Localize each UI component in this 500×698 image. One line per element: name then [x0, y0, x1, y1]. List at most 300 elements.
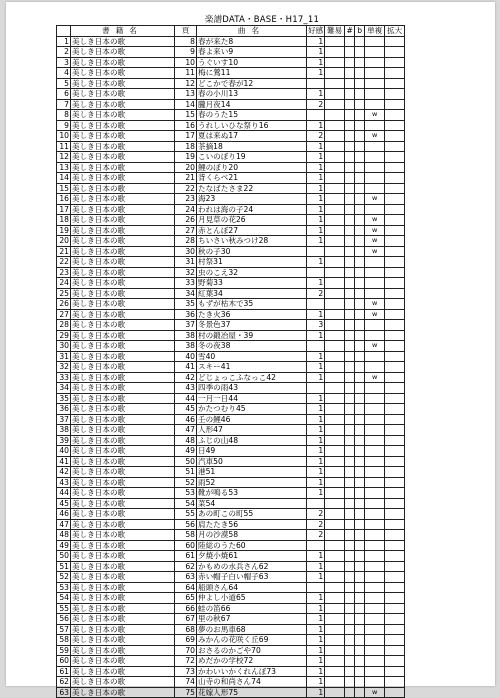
row-number: 30	[57, 341, 71, 352]
book-cell: 美しき日本の歌	[71, 425, 175, 436]
rating-a-cell: 1	[307, 173, 325, 184]
row-number: 12	[57, 152, 71, 163]
single-multi-cell	[365, 120, 385, 131]
rating-a-cell: 1	[307, 666, 325, 677]
row-number: 23	[57, 267, 71, 278]
table-row	[57, 68, 405, 79]
rating-b-cell	[325, 278, 345, 289]
flat-cell	[355, 498, 365, 509]
book-cell: 美しき日本の歌	[71, 603, 175, 614]
single-multi-cell: w	[365, 131, 385, 142]
rating-a-cell: 2	[307, 509, 325, 520]
row-number: 31	[57, 351, 71, 362]
row-number: 16	[57, 194, 71, 205]
rating-b-cell	[325, 624, 345, 635]
table-row	[57, 351, 405, 362]
flat-cell	[355, 120, 365, 131]
single-multi-cell	[365, 477, 385, 488]
song-cell: 夕焼小焼61	[197, 551, 307, 562]
flat-cell	[355, 194, 365, 205]
rating-a-cell: 1	[307, 477, 325, 488]
song-cell: ちいさい秋みつけ28	[197, 236, 307, 247]
song-cell: どこかで春が12	[197, 78, 307, 89]
rating-a-cell: 1	[307, 257, 325, 268]
single-multi-cell	[365, 635, 385, 646]
table-row	[57, 435, 405, 446]
song-cell: あの町この町55	[197, 509, 307, 520]
page-cell: 47	[175, 425, 197, 436]
book-cell: 美しき日本の歌	[71, 194, 175, 205]
song-cell: 村の鍛冶屋・39	[197, 330, 307, 341]
scanned-page	[6, 2, 495, 697]
flat-cell	[355, 540, 365, 551]
flat-cell	[355, 393, 365, 404]
rating-b-cell	[325, 666, 345, 677]
row-number: 49	[57, 540, 71, 551]
row-number: 40	[57, 446, 71, 457]
row-number: 20	[57, 236, 71, 247]
table-row	[57, 603, 405, 614]
flat-cell	[355, 414, 365, 425]
book-cell: 美しき日本の歌	[71, 99, 175, 110]
single-multi-cell	[365, 530, 385, 541]
rating-b-cell	[325, 173, 345, 184]
single-multi-cell	[365, 551, 385, 562]
flat-cell	[355, 99, 365, 110]
song-cell: 冬の夜38	[197, 341, 307, 352]
rating-b-cell	[325, 320, 345, 331]
page-cell: 50	[175, 456, 197, 467]
row-number: 63	[57, 687, 71, 698]
table-row	[57, 561, 405, 572]
table-row	[57, 677, 405, 688]
rating-a-cell: 1	[307, 593, 325, 604]
sharp-cell	[345, 351, 355, 362]
enlarge-cell	[385, 446, 405, 457]
table-row	[57, 246, 405, 257]
enlarge-cell	[385, 498, 405, 509]
book-cell: 美しき日本の歌	[71, 141, 175, 152]
table-row	[57, 666, 405, 677]
song-cell: めだかの学校72	[197, 656, 307, 667]
book-cell: 美しき日本の歌	[71, 582, 175, 593]
book-cell: 美しき日本の歌	[71, 540, 175, 551]
flat-cell	[355, 509, 365, 520]
rating-b-cell	[325, 267, 345, 278]
page-cell: 38	[175, 341, 197, 352]
book-cell: 美しき日本の歌	[71, 320, 175, 331]
single-multi-cell	[365, 593, 385, 604]
enlarge-cell	[385, 488, 405, 499]
book-cell: 美しき日本の歌	[71, 78, 175, 89]
flat-cell	[355, 383, 365, 394]
page-cell: 65	[175, 593, 197, 604]
page-cell: 24	[175, 204, 197, 215]
rating-b-cell	[325, 351, 345, 362]
flat-cell	[355, 299, 365, 310]
flat-cell	[355, 341, 365, 352]
book-cell: 美しき日本の歌	[71, 351, 175, 362]
page-cell: 27	[175, 225, 197, 236]
table-row	[57, 593, 405, 604]
book-cell: 美しき日本の歌	[71, 278, 175, 289]
rating-a-cell: 1	[307, 488, 325, 499]
single-multi-cell: w	[365, 341, 385, 352]
enlarge-cell	[385, 215, 405, 226]
sharp-cell	[345, 110, 355, 121]
single-multi-cell	[365, 162, 385, 173]
rating-a-cell: 2	[307, 530, 325, 541]
rating-b-cell	[325, 656, 345, 667]
rating-a-cell: 1	[307, 677, 325, 688]
flat-cell	[355, 204, 365, 215]
single-multi-cell	[365, 36, 385, 47]
flat-cell	[355, 225, 365, 236]
book-cell: 美しき日本の歌	[71, 666, 175, 677]
song-cell: 里の秋67	[197, 614, 307, 625]
single-multi-cell	[365, 624, 385, 635]
single-multi-cell	[365, 540, 385, 551]
rating-a-cell: 1	[307, 152, 325, 163]
song-cell: 陸総のうた60	[197, 540, 307, 551]
rating-a-cell: 1	[307, 414, 325, 425]
single-multi-cell	[365, 141, 385, 152]
flat-cell	[355, 362, 365, 373]
table-row	[57, 362, 405, 373]
flat-cell	[355, 89, 365, 100]
table-row	[57, 78, 405, 89]
flat-cell	[355, 215, 365, 226]
single-multi-cell	[365, 320, 385, 331]
rating-a-cell	[307, 299, 325, 310]
single-multi-cell	[365, 614, 385, 625]
page-cell: 62	[175, 561, 197, 572]
row-number: 34	[57, 383, 71, 394]
table-row	[57, 572, 405, 583]
enlarge-cell	[385, 257, 405, 268]
table-row	[57, 372, 405, 383]
page-cell: 58	[175, 530, 197, 541]
song-cell: 四季の雨43	[197, 383, 307, 394]
sharp-cell	[345, 152, 355, 163]
book-cell: 美しき日本の歌	[71, 47, 175, 58]
table-row	[57, 477, 405, 488]
rating-a-cell: 1	[307, 614, 325, 625]
row-number: 18	[57, 215, 71, 226]
rating-a-cell: 1	[307, 204, 325, 215]
row-number: 44	[57, 488, 71, 499]
flat-cell	[355, 372, 365, 383]
enlarge-cell	[385, 372, 405, 383]
row-number: 9	[57, 120, 71, 131]
table-row	[57, 456, 405, 467]
flat-cell	[355, 36, 365, 47]
rating-b-cell	[325, 215, 345, 226]
row-number: 61	[57, 666, 71, 677]
rating-a-cell	[307, 383, 325, 394]
table-row	[57, 278, 405, 289]
sharp-cell	[345, 288, 355, 299]
single-multi-cell: w	[365, 309, 385, 320]
song-cell: 雪40	[197, 351, 307, 362]
page-cell: 35	[175, 299, 197, 310]
row-number: 54	[57, 593, 71, 604]
sharp-cell	[345, 78, 355, 89]
row-number: 35	[57, 393, 71, 404]
flat-cell	[355, 320, 365, 331]
sharp-cell	[345, 47, 355, 58]
single-multi-cell	[365, 393, 385, 404]
rating-b-cell	[325, 257, 345, 268]
rating-b-cell	[325, 425, 345, 436]
row-number: 42	[57, 467, 71, 478]
flat-cell	[355, 435, 365, 446]
flat-cell	[355, 236, 365, 247]
row-number: 8	[57, 110, 71, 121]
flat-cell	[355, 309, 365, 320]
song-cell: 春の小川13	[197, 89, 307, 100]
rating-a-cell: 1	[307, 141, 325, 152]
page-cell: 49	[175, 446, 197, 457]
flat-cell	[355, 488, 365, 499]
rating-b-cell	[325, 593, 345, 604]
rating-b-cell	[325, 677, 345, 688]
song-cell: 船頭さん64	[197, 582, 307, 593]
rating-a-cell: 1	[307, 467, 325, 478]
table-row	[57, 47, 405, 58]
song-cell: 鯉のぼり20	[197, 162, 307, 173]
flat-cell	[355, 561, 365, 572]
single-multi-cell	[365, 78, 385, 89]
sharp-cell	[345, 362, 355, 373]
enlarge-cell	[385, 57, 405, 68]
song-cell: 朧月夜14	[197, 99, 307, 110]
song-cell: かわいいかくれんぼ73	[197, 666, 307, 677]
header-b: 難易	[325, 26, 345, 37]
single-multi-cell	[365, 656, 385, 667]
table-row	[57, 341, 405, 352]
rating-b-cell	[325, 68, 345, 79]
sharp-cell	[345, 162, 355, 173]
song-cell: 山寺の和尚さん74	[197, 677, 307, 688]
table-row	[57, 204, 405, 215]
sharp-cell	[345, 677, 355, 688]
table-row	[57, 299, 405, 310]
row-number: 3	[57, 57, 71, 68]
page-cell: 55	[175, 509, 197, 520]
rating-b-cell	[325, 467, 345, 478]
single-multi-cell	[365, 561, 385, 572]
header-f: 拡大	[385, 26, 405, 37]
single-multi-cell	[365, 278, 385, 289]
flat-cell	[355, 267, 365, 278]
enlarge-cell	[385, 393, 405, 404]
rating-a-cell: 1	[307, 645, 325, 656]
header-d: b	[355, 26, 365, 37]
rating-b-cell	[325, 603, 345, 614]
table-row	[57, 509, 405, 520]
table-row	[57, 110, 405, 121]
book-cell: 美しき日本の歌	[71, 530, 175, 541]
sharp-cell	[345, 299, 355, 310]
rating-a-cell: 1	[307, 603, 325, 614]
rating-b-cell	[325, 341, 345, 352]
rating-b-cell	[325, 435, 345, 446]
row-number: 37	[57, 414, 71, 425]
song-cell: うぐいす10	[197, 57, 307, 68]
flat-cell	[355, 351, 365, 362]
sharp-cell	[345, 320, 355, 331]
table-row	[57, 624, 405, 635]
rating-a-cell: 1	[307, 47, 325, 58]
page-cell: 30	[175, 246, 197, 257]
rating-a-cell: 1	[307, 572, 325, 583]
page-cell: 10	[175, 57, 197, 68]
book-cell: 美しき日本の歌	[71, 36, 175, 47]
book-cell: 美しき日本の歌	[71, 645, 175, 656]
sharp-cell	[345, 99, 355, 110]
enlarge-cell	[385, 141, 405, 152]
rating-a-cell: 1	[307, 225, 325, 236]
rating-a-cell	[307, 246, 325, 257]
rating-a-cell: 2	[307, 288, 325, 299]
row-number: 11	[57, 141, 71, 152]
page-cell: 67	[175, 614, 197, 625]
rating-a-cell	[307, 78, 325, 89]
song-cell: 日49	[197, 446, 307, 457]
table-row	[57, 635, 405, 646]
rating-b-cell	[325, 288, 345, 299]
enlarge-cell	[385, 425, 405, 436]
single-multi-cell: w	[365, 372, 385, 383]
enlarge-cell	[385, 509, 405, 520]
book-cell: 美しき日本の歌	[71, 687, 175, 698]
enlarge-cell	[385, 204, 405, 215]
book-cell: 美しき日本の歌	[71, 624, 175, 635]
enlarge-cell	[385, 162, 405, 173]
enlarge-cell	[385, 456, 405, 467]
page-cell: 26	[175, 215, 197, 226]
single-multi-cell	[365, 677, 385, 688]
song-cell: 夏は来ぬ17	[197, 131, 307, 142]
enlarge-cell	[385, 540, 405, 551]
book-cell: 美しき日本の歌	[71, 519, 175, 530]
rating-a-cell: 1	[307, 393, 325, 404]
rating-b-cell	[325, 372, 345, 383]
sharp-cell	[345, 278, 355, 289]
page-cell: 11	[175, 68, 197, 79]
single-multi-cell	[365, 467, 385, 478]
enlarge-cell	[385, 593, 405, 604]
song-cell: 仲よし小道65	[197, 593, 307, 604]
rating-a-cell: 1	[307, 456, 325, 467]
page-cell: 42	[175, 372, 197, 383]
flat-cell	[355, 425, 365, 436]
sharp-cell	[345, 89, 355, 100]
rating-b-cell	[325, 509, 345, 520]
flat-cell	[355, 582, 365, 593]
enlarge-cell	[385, 477, 405, 488]
page-cell: 56	[175, 519, 197, 530]
enlarge-cell	[385, 603, 405, 614]
rating-a-cell: 1	[307, 330, 325, 341]
sharp-cell	[345, 519, 355, 530]
flat-cell	[355, 446, 365, 457]
single-multi-cell	[365, 47, 385, 58]
header-song: 曲名	[197, 26, 307, 37]
table-row	[57, 57, 405, 68]
rating-a-cell: 1	[307, 351, 325, 362]
single-multi-cell	[365, 414, 385, 425]
row-number: 10	[57, 131, 71, 142]
enlarge-cell	[385, 152, 405, 163]
enlarge-cell	[385, 330, 405, 341]
enlarge-cell	[385, 467, 405, 478]
sharp-cell	[345, 141, 355, 152]
rating-a-cell: 1	[307, 551, 325, 562]
song-cell: 春のうた15	[197, 110, 307, 121]
sharp-cell	[345, 236, 355, 247]
rating-b-cell	[325, 236, 345, 247]
sharp-cell	[345, 666, 355, 677]
table-row	[57, 194, 405, 205]
enlarge-cell	[385, 635, 405, 646]
enlarge-cell	[385, 68, 405, 79]
song-cell: 菜54	[197, 498, 307, 509]
page-cell: 19	[175, 152, 197, 163]
single-multi-cell	[365, 351, 385, 362]
book-cell: 美しき日本の歌	[71, 404, 175, 415]
table-row	[57, 393, 405, 404]
single-multi-cell	[365, 152, 385, 163]
sharp-cell	[345, 330, 355, 341]
sharp-cell	[345, 645, 355, 656]
table-row	[57, 446, 405, 457]
table-row	[57, 99, 405, 110]
book-cell: 美しき日本の歌	[71, 593, 175, 604]
row-number: 48	[57, 530, 71, 541]
rating-b-cell	[325, 162, 345, 173]
sharp-cell	[345, 215, 355, 226]
page-cell: 31	[175, 257, 197, 268]
rating-b-cell	[325, 194, 345, 205]
table-body	[57, 36, 405, 698]
flat-cell	[355, 677, 365, 688]
row-number: 47	[57, 519, 71, 530]
rating-a-cell: 1	[307, 162, 325, 173]
song-cell: 靴が鳴る53	[197, 488, 307, 499]
table-row	[57, 414, 405, 425]
song-cell: おさるのかごや70	[197, 645, 307, 656]
enlarge-cell	[385, 78, 405, 89]
page-cell: 64	[175, 582, 197, 593]
table-row	[57, 152, 405, 163]
row-number: 21	[57, 246, 71, 257]
page-cell: 66	[175, 603, 197, 614]
book-cell: 美しき日本の歌	[71, 330, 175, 341]
song-cell: 赤とんぼ27	[197, 225, 307, 236]
enlarge-cell	[385, 267, 405, 278]
song-cell: 一月一日44	[197, 393, 307, 404]
row-number: 43	[57, 477, 71, 488]
row-number: 32	[57, 362, 71, 373]
enlarge-cell	[385, 99, 405, 110]
flat-cell	[355, 603, 365, 614]
single-multi-cell	[365, 456, 385, 467]
single-multi-cell	[365, 645, 385, 656]
header-page: 頁	[175, 26, 197, 37]
sharp-cell	[345, 687, 355, 698]
